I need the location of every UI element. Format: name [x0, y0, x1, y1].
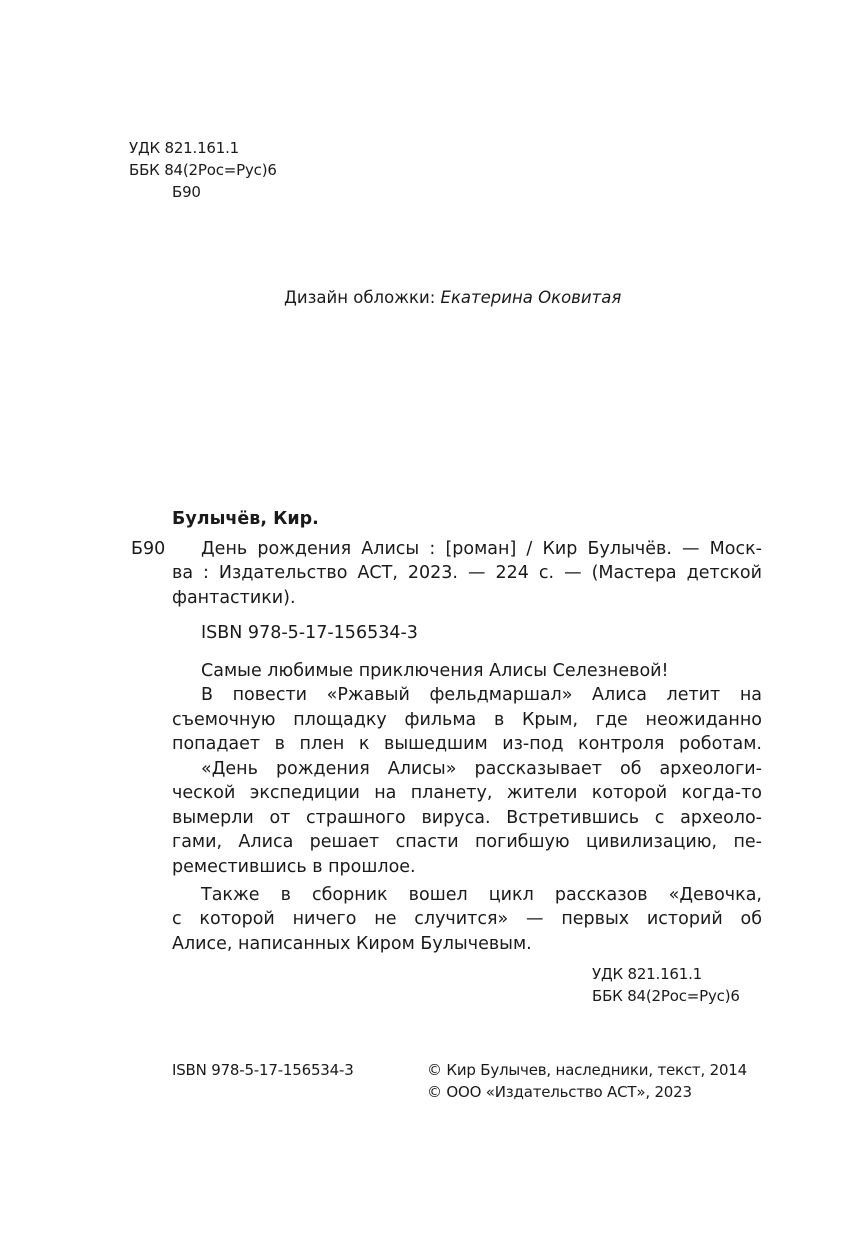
annotation-line-11: с которой ничего не случится» — первых историй об [172, 909, 762, 929]
annotation-line-8: гами, Алиса решает спасти погибшую цивилизацию, пе- [172, 832, 762, 852]
udk-code-bottom: УДК 821.161.1 [592, 965, 703, 983]
annotation-line-7: вымерли от страшного вируса. Встретившись с археоло- [172, 808, 762, 828]
annotation-line-4: попадает в плен к вышедшим из-под контроля роботам. [172, 734, 762, 754]
description-line-1: День рождения Алисы : [роман] / Кир Булычёв. — Моск- [201, 539, 762, 559]
annotation-line-1: Самые любимые приключения Алисы Селезневой! [201, 661, 669, 681]
description-line-2: ва : Издательство АСТ, 2023. — 224 с. — (Мастера детской [172, 563, 762, 583]
cover-design-label: Дизайн обложки: [284, 288, 441, 307]
annotation-line-6: ческой экспедиции на планету, жители которой когда-то [172, 783, 762, 803]
annotation-line-12: Алисе, написанных Киром Булычевым. [172, 934, 532, 954]
udk-code-top: УДК 821.161.1 [129, 139, 240, 157]
isbn-record: ISBN 978-5-17-156534-3 [201, 623, 418, 643]
bbk-code-bottom: ББК 84(2Рос=Рус)6 [592, 987, 740, 1005]
author-heading: Булычёв, Кир. [172, 509, 319, 529]
copyright-publisher: © ООО «Издательство АСТ», 2023 [427, 1083, 692, 1101]
bbk-code-top: ББК 84(2Рос=Рус)6 [129, 161, 277, 179]
description-line-3: фантастики). [172, 588, 296, 608]
copyright-author: © Кир Булычев, наследники, текст, 2014 [427, 1061, 747, 1079]
annotation-line-5: «День рождения Алисы» рассказывает об археологи- [201, 759, 762, 779]
author-mark: Б90 [131, 539, 166, 559]
cover-design-credit [284, 286, 621, 311]
annotation-line-3: съемочную площадку фильма в Крым, где неожиданно [172, 710, 762, 730]
annotation-line-2: В повести «Ржавый фельдмаршал» Алиса летит на [201, 685, 762, 705]
annotation-line-10: Также в сборник вошел цикл рассказов «Девочка, [201, 885, 762, 905]
annotation-line-9: реместившись в прошлое. [172, 857, 416, 877]
author-mark-top: Б90 [172, 183, 201, 201]
cover-designer-name: Екатерина Оковитая [440, 288, 622, 307]
isbn-imprint: ISBN 978-5-17-156534-3 [172, 1061, 354, 1079]
